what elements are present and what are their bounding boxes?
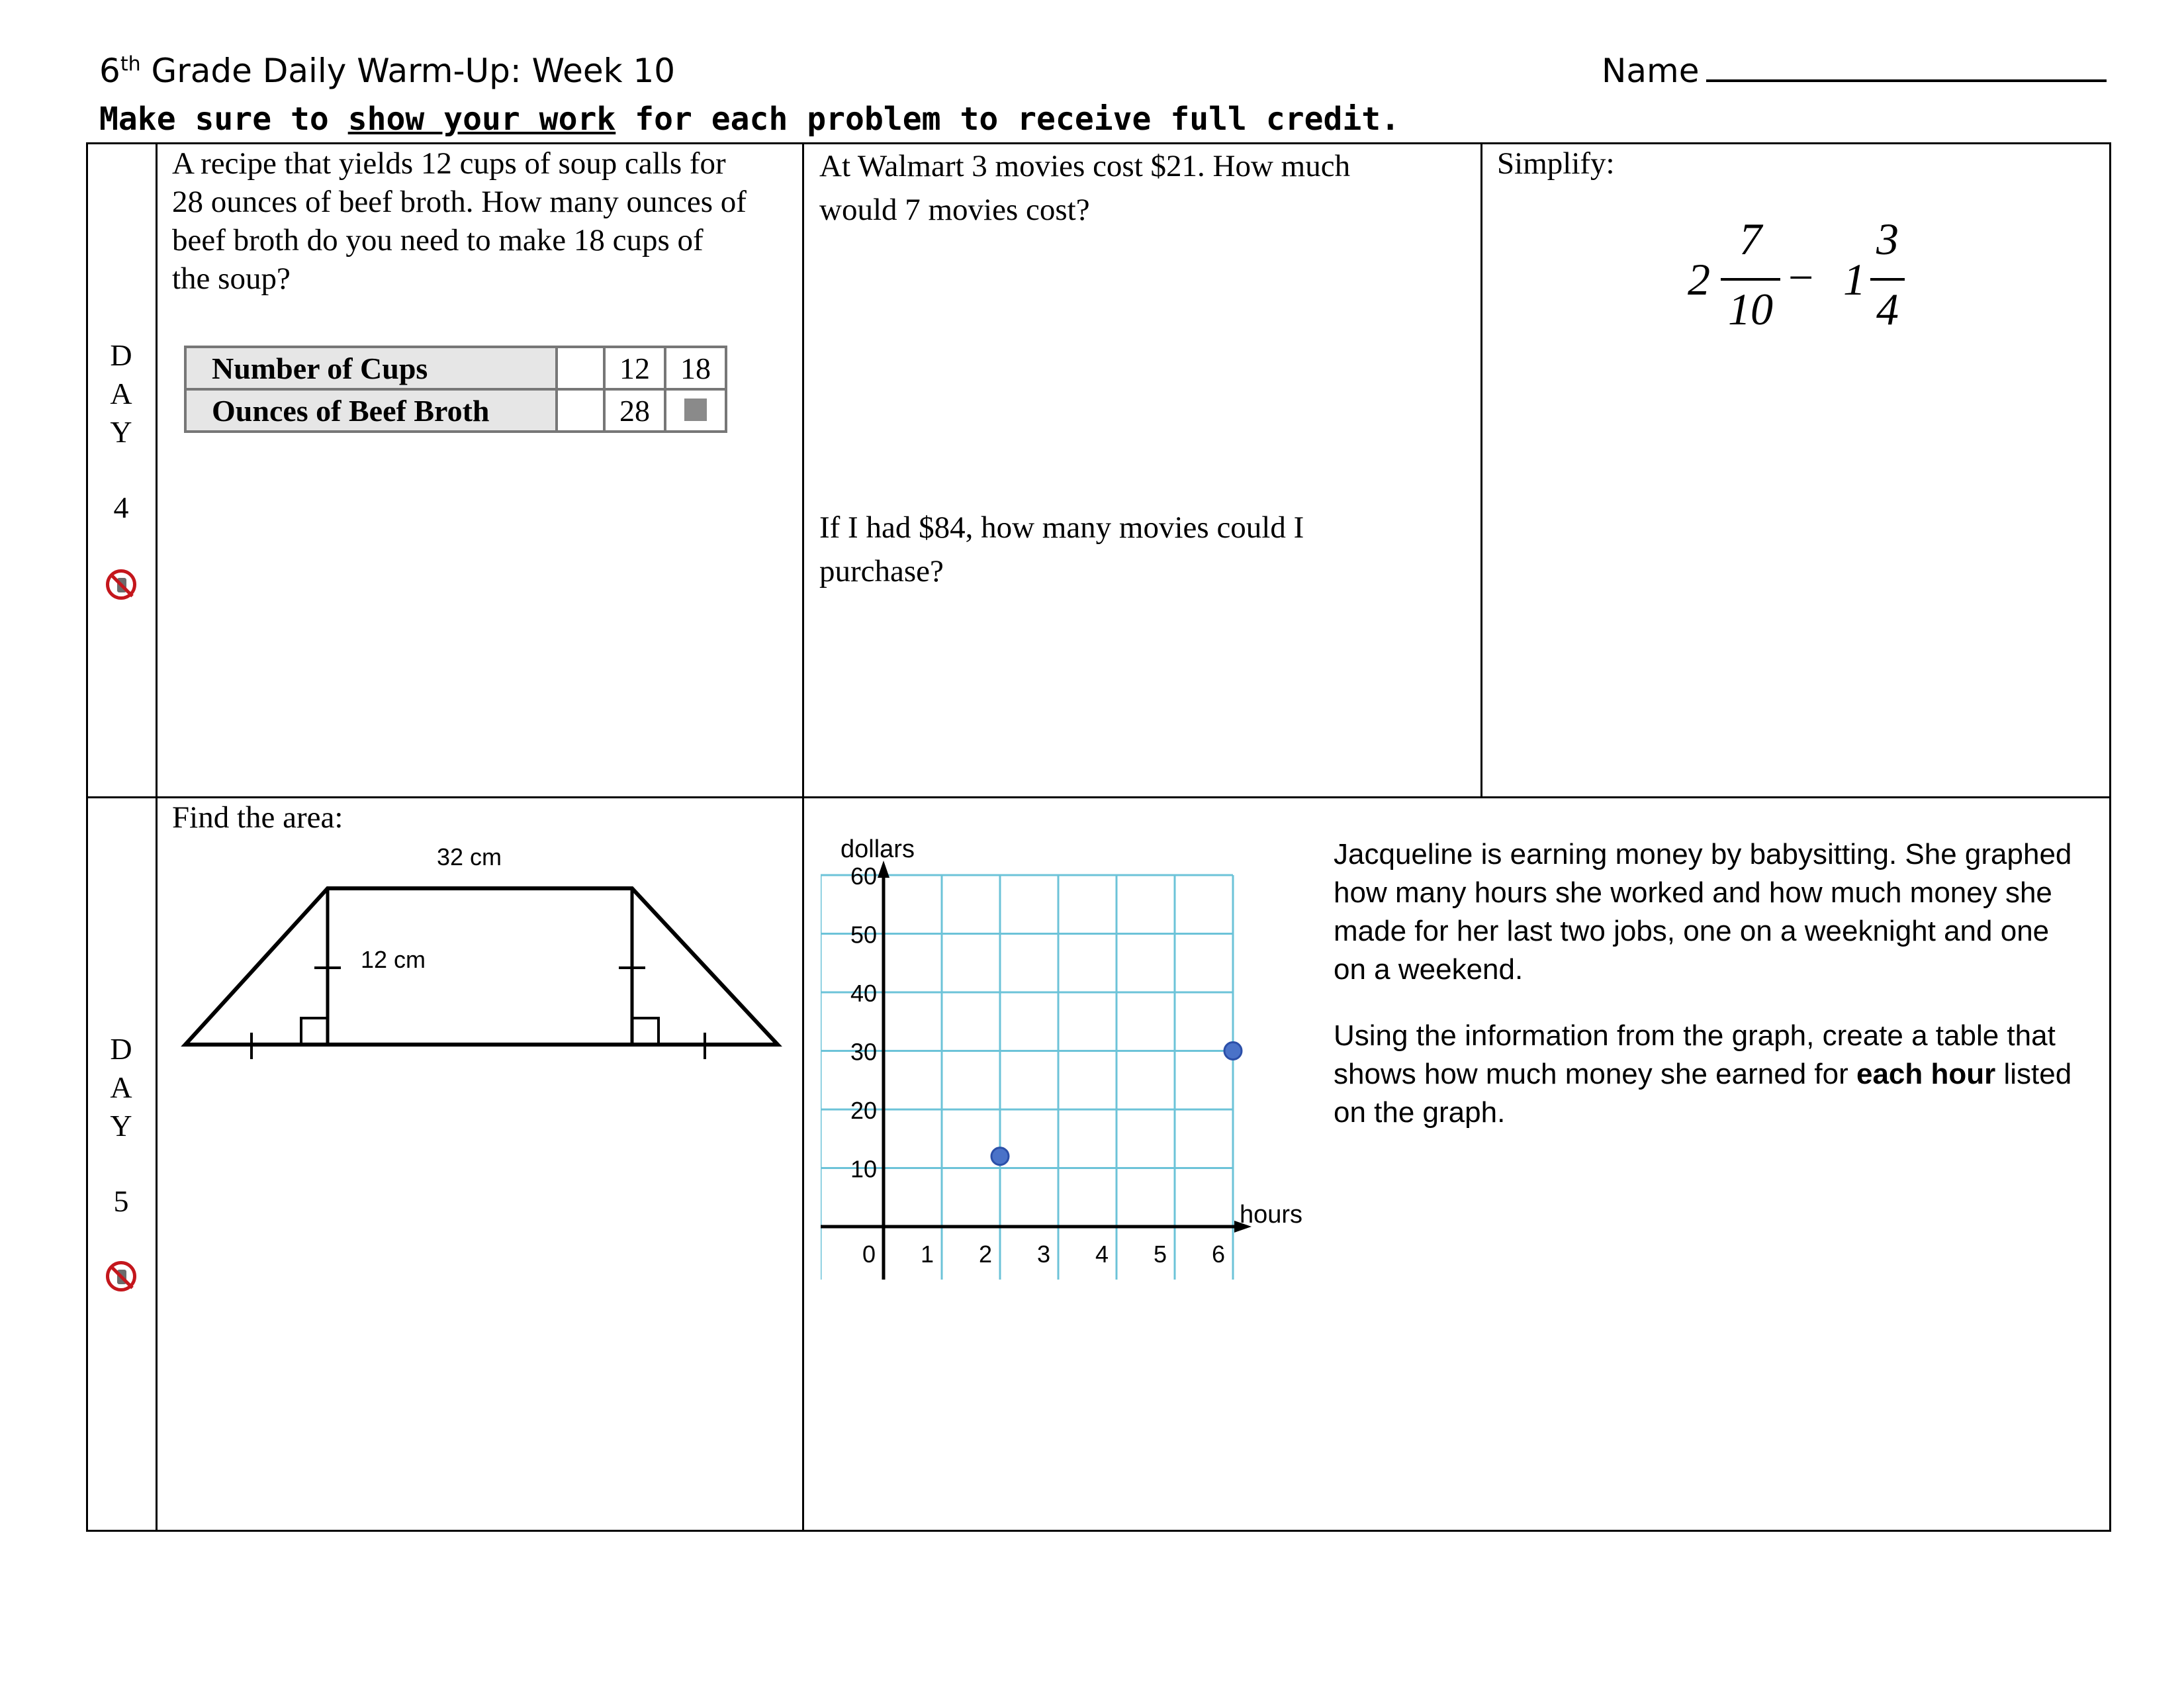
x-tick-label: 4	[1095, 1241, 1109, 1268]
name-blank-line[interactable]	[1706, 53, 2107, 82]
right-angle-right	[632, 1018, 659, 1045]
table-row	[185, 347, 726, 389]
y-tick-label: 60	[850, 863, 877, 890]
y-tick-label: 20	[850, 1097, 877, 1124]
fraction-bar-2	[1870, 278, 1905, 281]
denominator-2: 4	[1876, 284, 1899, 334]
right-angle-left	[301, 1018, 328, 1045]
unknown-cell	[665, 389, 726, 432]
day-5-number: 5	[113, 1184, 129, 1218]
table-cell: 18	[665, 347, 726, 389]
area-question: Find the area:	[172, 800, 343, 835]
instructions: Make sure to show your work for each problem to receive full credit.	[99, 101, 1400, 138]
no-calculator-icon	[106, 1261, 136, 1291]
trapezoid-shape	[185, 888, 778, 1045]
table-row	[185, 389, 726, 432]
movies-question-2: If I had $84, how many movies could I purchase?	[819, 510, 1304, 588]
x-tick-label: 6	[1211, 1241, 1225, 1268]
grid-day-col	[156, 142, 158, 1532]
x-tick-label: 2	[978, 1241, 992, 1268]
trapezoid-figure	[179, 835, 788, 1087]
y-tick-label: 10	[850, 1155, 877, 1183]
y-tick-label: 30	[850, 1038, 877, 1066]
x-axis-title: hours	[1240, 1201, 1303, 1229]
grid-col-3	[1480, 142, 1482, 798]
denominator-1: 10	[1728, 284, 1773, 334]
grid-col-2	[802, 142, 804, 1532]
day-4-label: D A Y	[110, 338, 132, 449]
height-label: 12 cm	[361, 946, 426, 973]
numerator-1: 7	[1739, 214, 1762, 264]
movies-question-1: At Walmart 3 movies cost $21. How much would 7 movies cost?	[819, 149, 1351, 227]
minus-sign: −	[1788, 252, 1814, 303]
x-tick-label: 0	[862, 1241, 876, 1268]
day-4-number: 4	[113, 491, 129, 524]
grid-middle	[86, 796, 2111, 798]
fraction-bar-1	[1721, 278, 1780, 281]
x-tick-label: 1	[920, 1241, 934, 1268]
dollars-hours-graph	[821, 831, 1324, 1294]
babysitting-paragraph-2: Using the information from the graph, create a table that shows how much money she earned for each hour listed on the graph.	[1334, 1019, 2072, 1129]
data-point	[991, 1148, 1009, 1165]
soup-ratio-table	[184, 346, 727, 433]
numerator-2: 3	[1876, 214, 1899, 264]
grid-bottom	[86, 1530, 2111, 1532]
table-cell: 28	[604, 389, 665, 432]
x-tick-label: 5	[1153, 1241, 1167, 1268]
y-tick-label: 40	[850, 980, 877, 1007]
day-5-label: D A Y	[110, 1032, 132, 1143]
babysitting-paragraph-1: Jacqueline is earning money by babysitting. She graphed how many hours she worked and how much money she made for her last two jobs, one on a weeknight and one on a weekend.	[1334, 838, 2072, 986]
table-row-label: Number of Cups	[185, 347, 557, 389]
worksheet-title: 6th Grade Daily Warm-Up: Week 10	[99, 52, 676, 90]
table-row-label: Ounces of Beef Broth	[185, 389, 557, 432]
grid-right	[2109, 142, 2111, 1532]
recipe-question: A recipe that yields 12 cups of soup calls for 28 ounces of beef broth. How many ounces of beef broth do you need to make 18 cups of the soup?	[172, 146, 747, 296]
name-field[interactable]: Name	[1602, 52, 2107, 90]
top-base-label: 32 cm	[437, 843, 502, 870]
y-tick-label: 50	[850, 921, 877, 949]
unknown-square-icon	[684, 399, 707, 421]
x-tick-label: 3	[1036, 1241, 1050, 1268]
whole-2: 1	[1843, 254, 1866, 305]
y-axis-title: dollars	[841, 835, 915, 863]
simplify-label: Simplify:	[1497, 146, 1615, 181]
no-calculator-icon	[106, 569, 136, 600]
whole-1: 2	[1688, 254, 1710, 305]
data-point	[1224, 1043, 1242, 1060]
table-cell: 12	[604, 347, 665, 389]
